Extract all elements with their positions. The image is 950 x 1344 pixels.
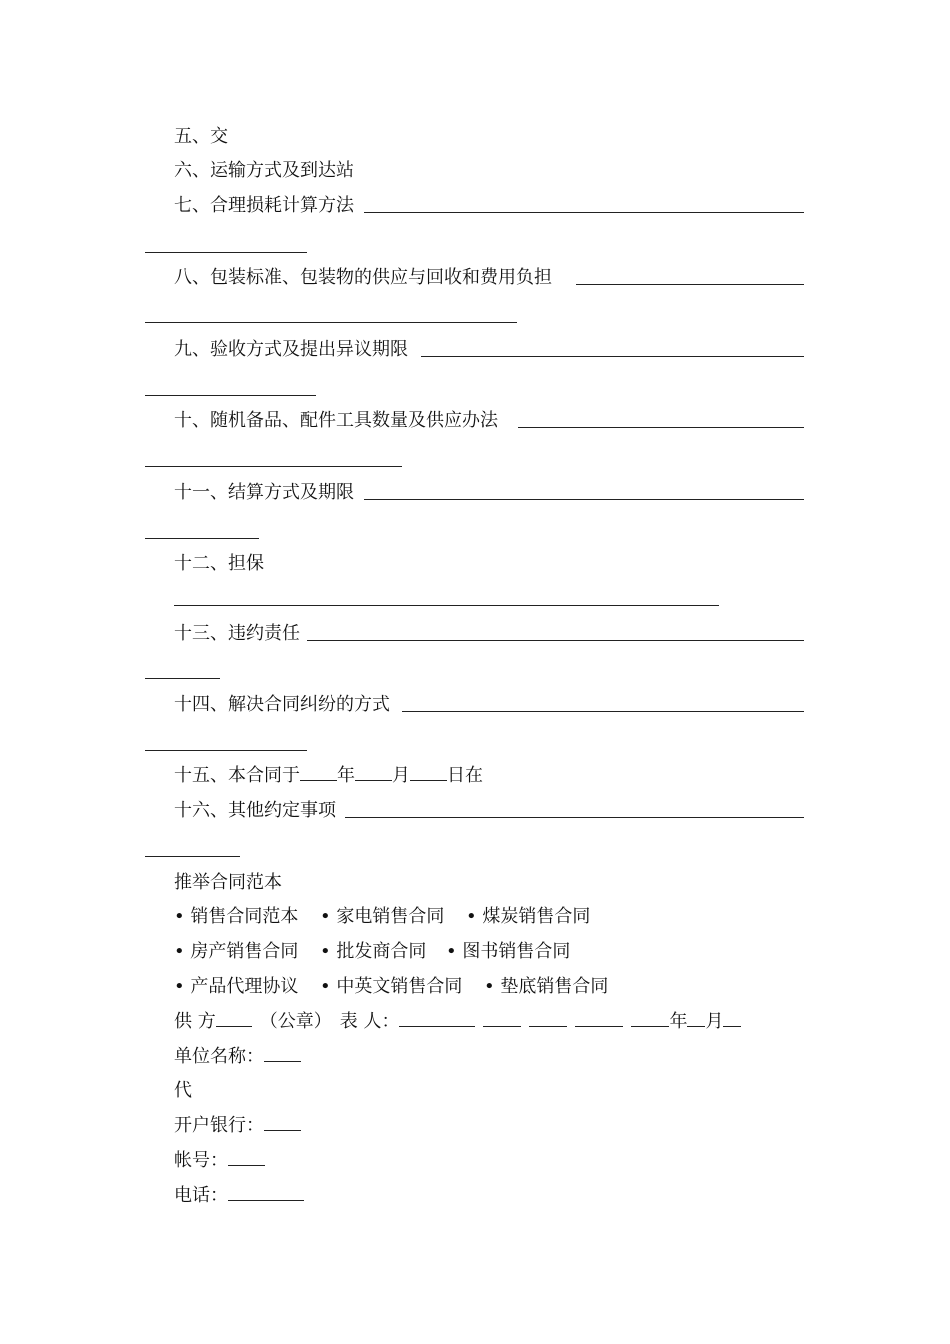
clause-10 bbox=[174, 410, 498, 432]
account-label: 帐号： bbox=[174, 1150, 228, 1171]
clause-15-prefix: 十五、本合同于 bbox=[174, 765, 300, 786]
phone-blank bbox=[228, 1185, 304, 1201]
clause-6-text: 六、运输方式及到达站 bbox=[174, 160, 354, 181]
recommend-link[interactable]: • 产品代理协议 bbox=[174, 976, 299, 997]
clause-8-blank-cont bbox=[145, 322, 517, 323]
clause-15 bbox=[174, 765, 483, 787]
clause-8 bbox=[174, 267, 552, 289]
bank-line bbox=[174, 1115, 301, 1137]
clause-12-text: 十二、担保 bbox=[174, 553, 264, 574]
clause-16-text: 十六、其他约定事项 bbox=[174, 800, 336, 821]
signature-blank bbox=[483, 1011, 521, 1027]
recommend-heading bbox=[174, 872, 282, 894]
recommend-link[interactable]: • 煤炭销售合同 bbox=[466, 906, 591, 927]
clause-14 bbox=[174, 694, 390, 716]
clause-6 bbox=[174, 160, 354, 182]
clause-14-text: 十四、解决合同纠纷的方式 bbox=[174, 694, 390, 715]
unit-name-blank bbox=[264, 1046, 301, 1062]
account-blank bbox=[228, 1150, 265, 1166]
clause-15-year-label: 年 bbox=[337, 765, 355, 786]
dai-label: 代 bbox=[174, 1080, 192, 1101]
signature-blank bbox=[575, 1011, 623, 1027]
recommend-link[interactable]: • 中英文销售合同 bbox=[320, 976, 463, 997]
recommend-heading-text: 推举合同范本 bbox=[174, 872, 282, 893]
clause-15-month-label: 月 bbox=[392, 765, 410, 786]
signature-day-blank bbox=[723, 1011, 741, 1027]
recommend-link[interactable]: • 图书销售合同 bbox=[446, 941, 571, 962]
signature-month-blank bbox=[687, 1011, 705, 1027]
signature-year-blank bbox=[631, 1011, 669, 1027]
clause-9 bbox=[174, 339, 408, 361]
clause-5 bbox=[174, 126, 228, 148]
clause-13-blank bbox=[307, 640, 804, 641]
unit-name-line bbox=[174, 1046, 301, 1068]
clause-15-day-label: 日在 bbox=[447, 765, 483, 786]
account-line bbox=[174, 1150, 265, 1172]
clause-13-blank-cont bbox=[145, 678, 220, 679]
bank-blank bbox=[264, 1115, 301, 1131]
clause-16-blank-cont bbox=[145, 856, 240, 857]
phone-line bbox=[174, 1185, 304, 1207]
clause-15-month-blank bbox=[355, 765, 392, 781]
clause-11-text: 十一、结算方式及期限 bbox=[174, 482, 354, 503]
representative-label: 表 人： bbox=[339, 1011, 400, 1032]
clause-8-text: 八、包装标准、包装物的供应与回收和费用负担 bbox=[174, 267, 552, 288]
recommend-link[interactable]: • 家电销售合同 bbox=[320, 906, 445, 927]
clause-15-year-blank bbox=[300, 765, 337, 781]
signature-month-label: 月 bbox=[705, 1011, 724, 1032]
representative-blank bbox=[399, 1011, 475, 1027]
clause-9-blank-cont bbox=[145, 395, 316, 396]
clause-13 bbox=[174, 623, 300, 645]
supplier-blank bbox=[216, 1011, 252, 1027]
clause-15-day-blank bbox=[410, 765, 447, 781]
clause-5-text: 五、交 bbox=[174, 126, 228, 147]
clause-16-blank bbox=[345, 817, 804, 818]
recommend-link[interactable]: • 垫底销售合同 bbox=[484, 976, 609, 997]
signature-blank bbox=[529, 1011, 567, 1027]
clause-8-blank bbox=[576, 284, 804, 285]
recommend-link[interactable]: • 销售合同范本 bbox=[174, 906, 299, 927]
recommend-row-2 bbox=[174, 941, 570, 963]
dai-line bbox=[174, 1080, 192, 1102]
unit-name-label: 单位名称： bbox=[174, 1046, 264, 1067]
clause-7-blank bbox=[364, 212, 804, 213]
clause-9-text: 九、验收方式及提出异议期限 bbox=[174, 339, 408, 360]
recommend-row-3 bbox=[174, 976, 608, 998]
clause-14-blank-cont bbox=[145, 750, 307, 751]
clause-10-blank-cont bbox=[145, 466, 402, 467]
clause-10-blank bbox=[518, 427, 804, 428]
clause-14-blank bbox=[402, 711, 804, 712]
phone-label: 电话： bbox=[174, 1185, 228, 1206]
clause-13-text: 十三、违约责任 bbox=[174, 623, 300, 644]
clause-7 bbox=[174, 195, 354, 217]
supplier-label: 供 方 bbox=[174, 1011, 216, 1032]
clause-11-blank bbox=[364, 499, 804, 500]
clause-7-blank-cont bbox=[145, 252, 307, 253]
clause-12-blank bbox=[174, 605, 719, 606]
recommend-row-1 bbox=[174, 906, 590, 928]
clause-12 bbox=[174, 553, 264, 575]
signature-year-label: 年 bbox=[669, 1011, 688, 1032]
clause-11-blank-cont bbox=[145, 538, 259, 539]
seal-label: （公章） bbox=[259, 1011, 332, 1032]
bank-label: 开户银行： bbox=[174, 1115, 264, 1136]
recommend-link[interactable]: • 批发商合同 bbox=[320, 941, 427, 962]
signature-supplier-line bbox=[174, 1011, 741, 1033]
clause-10-text: 十、随机备品、配件工具数量及供应办法 bbox=[174, 410, 498, 431]
clause-11 bbox=[174, 482, 354, 504]
clause-16 bbox=[174, 800, 336, 822]
clause-9-blank bbox=[421, 356, 804, 357]
clause-7-text: 七、合理损耗计算方法 bbox=[174, 195, 354, 216]
recommend-link[interactable]: • 房产销售合同 bbox=[174, 941, 299, 962]
